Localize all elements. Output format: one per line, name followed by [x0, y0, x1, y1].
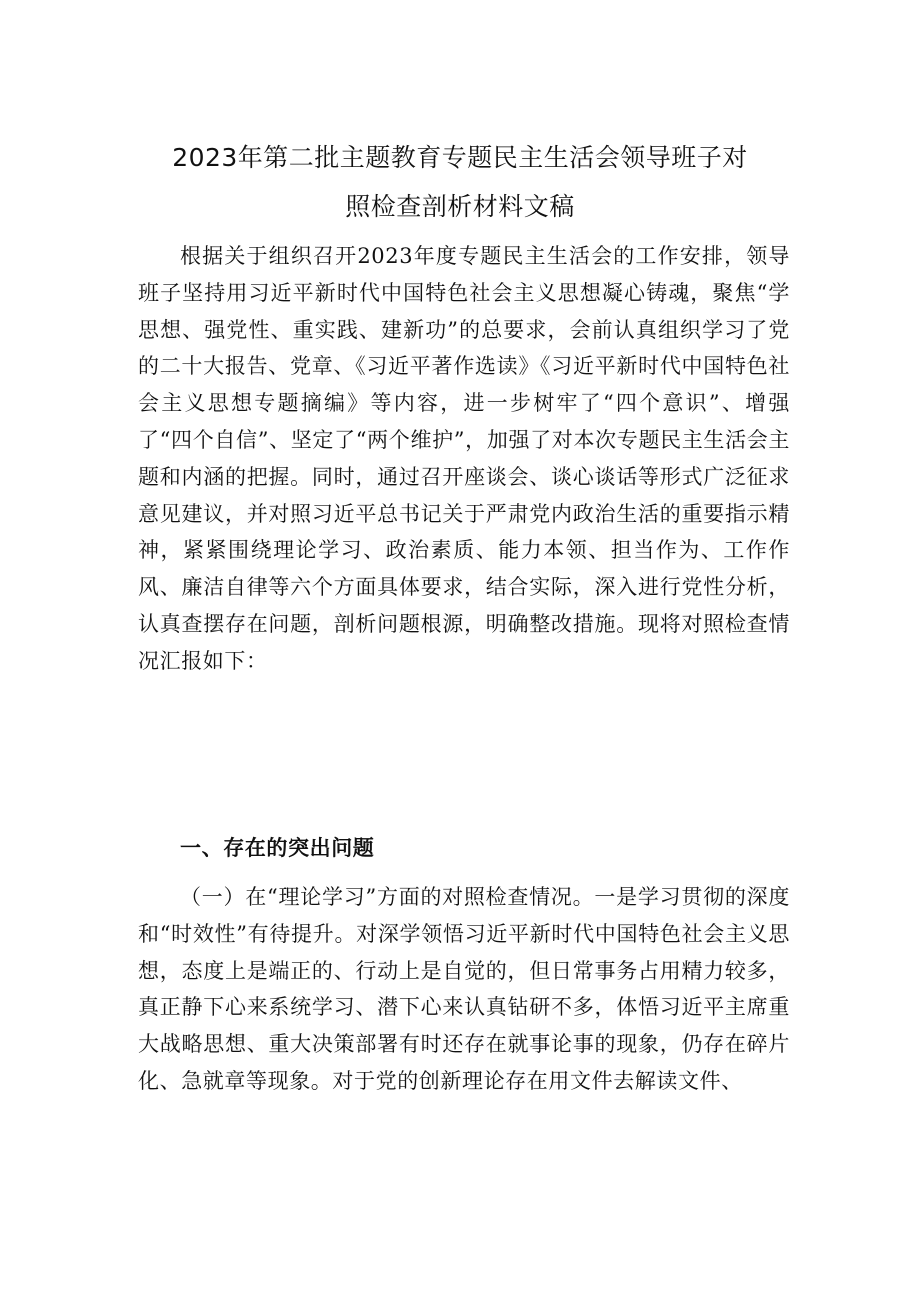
- document-title-line-1: 2023年第二批主题教育专题民主生活会领导班子对: [172, 143, 748, 172]
- section-heading: 一、存在的突出问题: [180, 836, 375, 860]
- theory-study-paragraph: （一）在“理论学习”方面的对照检查情况。一是学习贯彻的深度和“时效性”有待提升。对深学领悟习近平新时代中国特色社会主义思想，态度上是端正的、行动上是自觉的，但日常事务占用精力较多，真正静下心来系统学习、潜下心来认真钻研不多，体悟习近平主席重大战略思想、重大决策部署有时还存在就事论事的现象，仍存在碎片化、急就章等现象。对于党的创新理论存在用文件去解读文件、: [138, 885, 790, 1093]
- document-title-line-2: 照检查剖析材料文稿: [345, 192, 575, 221]
- intro-paragraph: 根据关于组织召开2023年度专题民主生活会的工作安排，领导班子坚持用习近平新时代中国特色社会主义思想凝心铸魂，聚焦“学思想、强党性、重实践、建新功”的总要求，会前认真组织学习了党的二十大报告、党章、《习近平著作选读》《习近平新时代中国特色社会主义思想专题摘编》等内容，进一步树牢了“四个意识”、增强了“四个自信”、坚定了“两个维护”，加强了对本次专题民主生活会主题和内涵的把握。同时，通过召开座谈会、谈心谈话等形式广泛征求意见建议，并对照习近平总书记关于严肃党内政治生活的重要指示精神，紧紧围绕理论学习、政治素质、能力本领、担当作为、工作作风、廉洁自律等六个方面具体要求，结合实际，深入进行党性分析，认真查摆存在问题，剖析问题根源，明确整改措施。现将对照检查情况汇报如下：: [138, 244, 790, 673]
